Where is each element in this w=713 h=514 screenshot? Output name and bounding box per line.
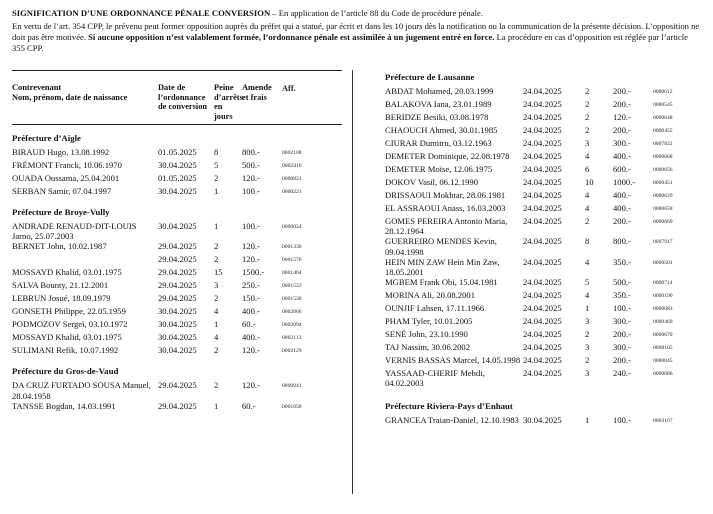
intro-p1-bold: Si aucune opposition n’est valablement formée, l’ordonnance pénale est assimilée à un jugement entré en force. xyxy=(88,32,495,42)
cell-date: 30.04.2025 xyxy=(158,186,197,196)
cell-date: 24.04.2025 xyxy=(523,86,562,96)
cell-date: 01.05.2025 xyxy=(158,147,197,157)
table-row xyxy=(385,303,705,316)
intro-heading xyxy=(12,8,702,19)
cell-amount: 120.- xyxy=(242,173,260,183)
table-row xyxy=(12,345,342,358)
table-row xyxy=(385,86,705,99)
cell-date: 24.04.2025 xyxy=(523,256,562,267)
cell-date: 24.04.2025 xyxy=(523,316,562,327)
cell-aff: 0001530 xyxy=(282,296,302,303)
table-row xyxy=(385,216,705,236)
header-peine: Peine d’arrêts en jours xyxy=(214,83,243,121)
cell-date: 24.04.2025 xyxy=(523,138,562,148)
cell-aff: 0000545 xyxy=(653,102,673,108)
cell-name: CIURAR Dumitru, 03.12.1963 xyxy=(385,138,492,148)
cell-amount: 350.- xyxy=(613,256,631,267)
table-row xyxy=(385,164,705,177)
cell-amount: 400.- xyxy=(242,332,260,343)
cell-date: 24.04.2025 xyxy=(523,112,562,122)
column-divider xyxy=(352,70,353,494)
table-row xyxy=(385,277,705,290)
cell-amount: 400.- xyxy=(613,151,631,161)
table-row xyxy=(385,99,705,112)
cell-date: 24.04.2025 xyxy=(523,277,562,288)
cell-date: 30.04.2025 xyxy=(158,306,197,317)
cell-amount: 240.- xyxy=(613,368,631,379)
cell-peine: 3 xyxy=(585,342,590,353)
cell-amount: 100.- xyxy=(613,414,631,425)
cell-aff: 0000612 xyxy=(653,89,673,95)
cell-amount: 500.- xyxy=(613,277,631,288)
cell-date: 24.04.2025 xyxy=(523,216,562,226)
cell-name: MORINA Ali, 20.08.2001 xyxy=(385,290,476,301)
cell-aff: 0000821 xyxy=(282,176,302,182)
cell-peine: 4 xyxy=(585,256,590,267)
cell-date: 24.04.2025 xyxy=(523,290,562,301)
cell-aff: 0000669 xyxy=(653,219,673,225)
table-row xyxy=(385,257,705,277)
cell-peine: 2 xyxy=(214,380,219,391)
cell-aff: 0000190 xyxy=(653,293,673,300)
cell-aff: 0000714 xyxy=(653,280,673,287)
cell-peine: 1 xyxy=(214,319,219,330)
cell-peine: 2 xyxy=(585,329,590,340)
cell-date: 30.04.2025 xyxy=(158,319,197,330)
cell-amount: 500.- xyxy=(242,160,260,170)
cell-peine: 2 xyxy=(585,112,590,122)
header-amount: Amende et frais xyxy=(242,83,272,102)
table-row xyxy=(385,368,705,388)
table-row xyxy=(12,380,342,400)
cell-name: BERIDZE Besiki, 03.08.1978 xyxy=(385,112,489,122)
table-row xyxy=(385,342,705,355)
intro-paragraph xyxy=(12,21,702,54)
cell-date: 24.04.2025 xyxy=(523,368,562,379)
cell-name: SALVA Bounty, 21.12.2001 xyxy=(12,280,109,291)
cell-peine: 1 xyxy=(214,186,219,196)
cell-name: FRÉMONT Franck, 10.06.1970 xyxy=(12,160,122,170)
cell-amount: 120.- xyxy=(242,241,260,252)
header-aff: Aff. xyxy=(282,84,296,93)
cell-name: LEBRUN Josué, 18.09.1979 xyxy=(12,293,111,304)
cell-date: 30.04.2025 xyxy=(523,414,562,425)
cell-peine: 2 xyxy=(214,173,219,183)
table-row xyxy=(12,280,342,293)
cell-name: EL ASSRAOUI Anass, 16.03.2003 xyxy=(385,203,506,213)
cell-aff: 0007917 xyxy=(653,239,673,246)
cell-date: 24.04.2025 xyxy=(523,190,562,200)
cell-aff: 0002066 xyxy=(282,309,302,316)
table-row xyxy=(385,290,705,303)
cell-date: 29.04.2025 xyxy=(158,280,197,291)
cell-aff: 0000670 xyxy=(653,332,673,339)
table-row xyxy=(385,125,705,138)
cell-name: BERNET John, 10.02.1987 xyxy=(12,241,107,252)
cell-peine: 2 xyxy=(214,241,219,252)
cell-aff: 0002113 xyxy=(282,335,302,342)
cell-amount: 400.- xyxy=(242,306,260,317)
cell-name: GONSETH Philippe, 22.05.1959 xyxy=(12,306,126,317)
header-rule-bottom xyxy=(12,124,342,125)
table-row xyxy=(12,241,342,254)
cell-peine: 2 xyxy=(214,345,219,356)
cell-name: PODMOZOV Sergeï, 03.10.1972 xyxy=(12,319,128,330)
cell-date: 24.04.2025 xyxy=(523,203,562,213)
cell-peine: 2 xyxy=(585,125,590,135)
cell-peine: 4 xyxy=(585,190,590,200)
cell-name: DEMETER Moïse, 12.06.1975 xyxy=(385,164,493,174)
cell-amount: 100.- xyxy=(613,303,631,314)
table-row xyxy=(12,186,342,199)
cell-peine: 4 xyxy=(585,290,590,301)
cell-aff: 0002108 xyxy=(282,150,302,156)
cell-peine: 4 xyxy=(585,151,590,161)
cell-date: 24.04.2025 xyxy=(523,99,562,109)
cell-peine: 1 xyxy=(585,414,590,425)
table-row xyxy=(12,332,342,345)
cell-name: HEIN MIN ZAW Hein Min Zaw, 18.05.2001 xyxy=(385,256,500,278)
cell-aff: 0003167 xyxy=(653,417,673,424)
table-row xyxy=(385,203,705,216)
cell-amount: 200.- xyxy=(613,125,631,135)
cell-amount: 120.- xyxy=(242,254,260,265)
cell-name: VERNIS BASSAS Marcel, 14.05.1998 xyxy=(385,355,521,366)
table-row xyxy=(12,173,342,186)
cell-date: 29.04.2025 xyxy=(158,267,197,278)
cell-name: GUERREIRO MENDES Kevin, 09.04.1998 xyxy=(385,236,497,257)
table-row xyxy=(385,151,705,164)
cell-aff: 0008105 xyxy=(653,345,673,352)
notice-title: SIGNIFICATION D’UNE ORDONNANCE PÉNALE CONVERSION xyxy=(12,8,271,18)
cell-aff: 0002416 xyxy=(282,163,302,169)
cell-peine: 4 xyxy=(214,306,219,317)
cell-name: DEMETER Dominique, 22.08.1978 xyxy=(385,151,510,161)
cell-name: DRISSAOUI Mokhtar, 28.06.1981 xyxy=(385,190,506,200)
cell-amount: 300.- xyxy=(613,316,631,327)
cell-date: 29.04.2025 xyxy=(158,380,197,391)
cell-name: ANDRADE RENAUD-DIT-LOUIS Jarno, 25.07.2003 xyxy=(12,221,137,242)
left-column xyxy=(12,70,342,414)
cell-name: DA CRUZ FURTADO SOUSA Manuel, 28.04.1958 xyxy=(12,380,151,401)
table-row xyxy=(12,293,342,306)
intro-p1-end: La procédure en cas d’opposition est réglée par l’article 355 CPP. xyxy=(12,32,688,53)
cell-amount: 300.- xyxy=(613,138,631,148)
cell-amount: 120.- xyxy=(613,112,631,122)
cell-name: YASSAAD-CHERIF Mehdi, 04.02.2003 xyxy=(385,368,485,389)
cell-aff: 0002129 xyxy=(282,348,302,355)
cell-amount: 200.- xyxy=(613,329,631,340)
cell-amount: 600.- xyxy=(613,164,631,174)
cell-date: 24.04.2025 xyxy=(523,125,562,135)
cell-amount: 200.- xyxy=(613,216,631,226)
cell-peine: 15 xyxy=(214,267,223,278)
cell-peine: 8 xyxy=(214,147,219,157)
cell-amount: 100.- xyxy=(242,221,260,231)
table-row xyxy=(12,319,342,332)
table-row xyxy=(12,147,342,160)
table-row xyxy=(385,236,705,256)
cell-date: 24.04.2025 xyxy=(523,177,562,187)
cell-date: 29.04.2025 xyxy=(158,293,197,304)
right-column xyxy=(385,72,705,428)
table-row xyxy=(12,254,342,267)
cell-name: GOMES PEREIRA Antonio Maria, 28.12.1964 xyxy=(385,216,508,237)
cell-aff: 0000221 xyxy=(282,189,302,195)
cell-peine: 3 xyxy=(214,280,219,291)
cell-aff: 0000460 xyxy=(653,319,673,326)
cell-aff: 0001576 xyxy=(282,257,302,264)
cell-name: MGBEM Frank Obi, 15.04.1981 xyxy=(385,277,498,288)
cell-name: SULIMANI Refik, 10.07.1992 xyxy=(12,345,119,356)
cell-peine: 4 xyxy=(585,203,590,213)
table-row xyxy=(385,415,705,428)
cell-name: BALAKOVA Iana, 23.01.1989 xyxy=(385,99,492,109)
cell-amount: 400.- xyxy=(613,190,631,200)
header-name: Contrevenant Nom, prénom, date de naissance xyxy=(12,83,128,102)
cell-aff: 0000683 xyxy=(653,306,673,313)
cell-name: MOSSAYD Khalid, 03.01.1975 xyxy=(12,332,122,343)
cell-name: TANSSE Bogdan, 14.03.1991 xyxy=(12,400,116,411)
cell-date: 29.04.2025 xyxy=(158,254,197,265)
cell-aff: 0000024 xyxy=(282,224,302,230)
table-row xyxy=(12,306,342,319)
cell-peine: 3 xyxy=(585,316,590,327)
prefecture-heading: Préfecture de Lausanne xyxy=(385,72,475,82)
cell-date: 30.04.2025 xyxy=(158,332,197,343)
cell-aff: 0001523 xyxy=(282,283,302,290)
table-row xyxy=(385,112,705,125)
cell-aff: 0000658 xyxy=(653,206,673,212)
table-row xyxy=(12,401,342,414)
cell-amount: 1000.- xyxy=(613,177,636,187)
cell-aff: 0000455 xyxy=(653,128,673,134)
cell-date: 30.04.2025 xyxy=(158,160,197,170)
cell-peine: 8 xyxy=(585,236,590,247)
cell-aff: 0000668 xyxy=(653,154,673,160)
table-row xyxy=(385,329,705,342)
cell-amount: 400.- xyxy=(613,203,631,213)
cell-amount: 800.- xyxy=(242,147,260,157)
cell-peine: 1 xyxy=(214,221,219,231)
cell-aff: 0001464 xyxy=(282,270,302,277)
cell-date: 24.04.2025 xyxy=(523,236,562,247)
cell-amount: 300.- xyxy=(613,342,631,353)
table-header xyxy=(12,71,342,124)
cell-name: BIRAUD Hugo, 13.08.1992 xyxy=(12,147,110,157)
cell-date: 30.04.2025 xyxy=(158,345,197,356)
cell-date: 29.04.2025 xyxy=(158,241,197,252)
cell-amount: 60.- xyxy=(242,319,256,330)
cell-name: MOSSAYD Khalid, 03.01.1975 xyxy=(12,267,122,278)
table-row xyxy=(385,177,705,190)
table-row xyxy=(385,138,705,151)
cell-date: 24.04.2025 xyxy=(523,164,562,174)
cell-date: 30.04.2025 xyxy=(158,221,197,231)
cell-peine: 10 xyxy=(585,177,594,187)
intro-p1: En vertu de l’art. 354 CPP, le prévenu peut former opposition auprès du préfet qui a statué, par écrit et dans les 10 jours dès la notification ou la communication de la présente décision. L’opposition ne doit pas être motivée. xyxy=(12,21,700,42)
cell-name: ABDAT Mohamed, 20.03.1999 xyxy=(385,86,494,96)
cell-peine: 6 xyxy=(585,164,590,174)
notice-title-rest: – En application de l’article 88 du Code de procédure pénale. xyxy=(270,8,484,18)
cell-amount: 60.- xyxy=(242,400,256,411)
cell-aff: 0001058 xyxy=(282,403,302,410)
cell-name: TAJ Nassim, 30.06.2002 xyxy=(385,342,471,353)
cell-peine: 2 xyxy=(585,86,590,96)
cell-aff: 0000501 xyxy=(653,259,673,266)
cell-peine: 2 xyxy=(585,99,590,109)
cell-aff: 0000686 xyxy=(653,371,673,378)
cell-peine: 2 xyxy=(585,355,590,366)
cell-name: PHAM Tyler, 10.01.2005 xyxy=(385,316,473,327)
cell-peine: 5 xyxy=(214,160,219,170)
cell-amount: 200.- xyxy=(613,86,631,96)
cell-date: 24.04.2025 xyxy=(523,355,562,366)
cell-date: 24.04.2025 xyxy=(523,342,562,353)
intro-text xyxy=(12,8,702,54)
cell-peine: 1 xyxy=(214,400,219,411)
table-row xyxy=(12,221,342,241)
cell-peine: 3 xyxy=(585,138,590,148)
cell-date: 24.04.2025 xyxy=(523,329,562,340)
cell-date: 24.04.2025 xyxy=(523,151,562,161)
cell-name: GRANCEA Traian-Daniel, 12.10.1983 xyxy=(385,414,519,425)
cell-name: OUADA Oussama, 25.04.2001 xyxy=(12,173,120,183)
cell-aff: 0000648 xyxy=(653,115,673,121)
cell-peine: 3 xyxy=(585,368,590,379)
cell-name: CHAOUCH Ahmed, 30.01.1985 xyxy=(385,125,498,135)
table-row xyxy=(385,316,705,329)
cell-aff: 0001330 xyxy=(282,244,302,251)
cell-date: 24.04.2025 xyxy=(523,303,562,314)
cell-aff: 0007822 xyxy=(653,141,673,147)
prefecture-heading: Préfecture du Gros-de-Vaud xyxy=(12,366,119,377)
cell-peine: 5 xyxy=(585,277,590,288)
cell-name: SENÉ John, 23.10.1990 xyxy=(385,329,468,340)
prefecture-heading: Préfecture d’Aigle xyxy=(12,133,81,143)
cell-amount: 100.- xyxy=(242,186,260,196)
cell-name: SERBAN Samir, 07.04.1997 xyxy=(12,186,112,196)
table-row xyxy=(385,355,705,368)
cell-amount: 800.- xyxy=(613,236,631,247)
cell-amount: 350.- xyxy=(613,290,631,301)
cell-amount: 1500.- xyxy=(242,267,265,278)
cell-date: 29.04.2025 xyxy=(158,400,197,411)
cell-name: OUNJIF Lahsen, 17.11.1966 xyxy=(385,303,485,314)
cell-amount: 200.- xyxy=(613,99,631,109)
cell-aff: 0000941 xyxy=(282,383,302,390)
cell-aff: 0002094 xyxy=(282,322,302,329)
cell-peine: 2 xyxy=(585,216,590,226)
cell-aff: 0000451 xyxy=(653,180,673,186)
header-date: Date de l’ordonnance de conversion xyxy=(158,83,208,111)
cell-name: DOKOV Vasil, 06.12.1990 xyxy=(385,177,479,187)
cell-peine: 4 xyxy=(214,332,219,343)
cell-amount: 120.- xyxy=(242,345,260,356)
cell-aff: 0000629 xyxy=(653,193,673,199)
cell-peine: 2 xyxy=(214,293,219,304)
cell-date: 01.05.2025 xyxy=(158,173,197,183)
table-row xyxy=(12,267,342,280)
cell-amount: 120.- xyxy=(242,380,260,391)
cell-aff: 0000656 xyxy=(653,167,673,173)
table-row xyxy=(12,160,342,173)
cell-aff: 0000045 xyxy=(653,358,673,365)
cell-peine: 2 xyxy=(214,254,219,265)
cell-amount: 150.- xyxy=(242,293,260,304)
prefecture-heading: Préfecture Riviera-Pays d’Enhaut xyxy=(385,400,513,411)
table-row xyxy=(385,190,705,203)
prefecture-heading: Préfecture de Broye-Vully xyxy=(12,207,110,217)
cell-peine: 1 xyxy=(585,303,590,314)
cell-amount: 200.- xyxy=(613,355,631,366)
cell-amount: 250.- xyxy=(242,280,260,291)
